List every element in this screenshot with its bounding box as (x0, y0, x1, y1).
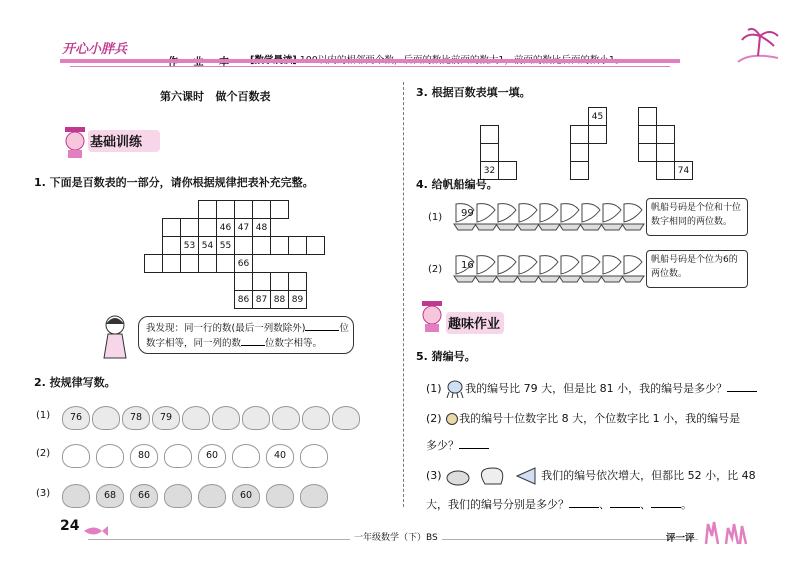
table-cell[interactable] (181, 219, 199, 237)
sequence-item[interactable] (164, 484, 192, 508)
sequence-item[interactable] (302, 406, 330, 430)
q3-grid-b (570, 107, 607, 180)
table-cell[interactable] (289, 273, 307, 291)
hundred-table (144, 200, 325, 309)
table-row (145, 219, 325, 237)
q5b-line2 (426, 437, 489, 453)
discovery-text4: 位数字相等。 (265, 338, 323, 349)
sailboat-icon[interactable] (620, 252, 646, 284)
lesson-title (160, 88, 271, 104)
answer-blank[interactable] (727, 391, 757, 392)
table-cell[interactable] (235, 237, 253, 255)
table-cell[interactable] (217, 255, 235, 273)
sequence-item[interactable] (242, 406, 270, 430)
column-divider (403, 82, 404, 507)
sequence-value: 80 (137, 450, 151, 461)
header-rule (60, 59, 680, 63)
sequence-item[interactable] (164, 444, 192, 468)
table-row (145, 237, 325, 255)
sequence-item[interactable] (130, 484, 158, 508)
sequence-item[interactable] (122, 406, 150, 430)
sequence-item[interactable] (300, 444, 328, 468)
sequence-item[interactable] (198, 444, 226, 468)
table-cell[interactable] (235, 201, 253, 219)
table-cell[interactable] (199, 255, 217, 273)
answer-blank[interactable] (459, 448, 489, 449)
discovery-line2 (146, 335, 322, 349)
shell-fish-icons (445, 466, 541, 486)
table-row (145, 273, 325, 291)
q5b-label: (2) (426, 412, 442, 425)
girl-icon (100, 314, 130, 360)
sequence-value: 60 (239, 490, 253, 501)
boat-hint-box: 帆船号码是个位和十位数字相同的两位数。 (646, 198, 748, 236)
sequence-value: 40 (273, 450, 287, 461)
table-cell[interactable]: 88 (271, 291, 289, 309)
q5a-line (426, 380, 757, 398)
q5b-line (426, 410, 740, 426)
table-cell[interactable] (163, 255, 181, 273)
sequence-item[interactable] (182, 406, 210, 430)
sequence-item[interactable] (232, 484, 260, 508)
q2-text: 2. 按规律写数。 (34, 376, 116, 389)
table-row (145, 255, 325, 273)
sequence-item[interactable] (212, 406, 240, 430)
discovery-text1: 我发现：同一行的数(最后一列数除外) (146, 323, 306, 334)
q3-text: 3. 根据百数表填一填。 (416, 86, 531, 99)
discovery-text3: 数字相等，同一列的数 (146, 338, 242, 349)
sequence-item[interactable] (198, 484, 226, 508)
table-cell[interactable] (253, 273, 271, 291)
table-cell[interactable]: 46 (217, 219, 235, 237)
table-cell[interactable] (181, 255, 199, 273)
table-cell[interactable] (289, 237, 307, 255)
sequence-item[interactable] (92, 406, 120, 430)
sequence-value: 60 (205, 450, 219, 461)
lesson-number: 第六课时 (160, 90, 204, 103)
section2-title: 趣味作业 (448, 317, 501, 332)
student-icon (418, 298, 446, 332)
q3-grid-c (638, 107, 693, 180)
lesson-name: 做个百数表 (215, 90, 271, 103)
table-cell[interactable] (199, 219, 217, 237)
sequence-value: 79 (159, 412, 173, 423)
boat-row-label: (1) (428, 212, 443, 223)
separator: 、 (599, 498, 610, 511)
sequence-item[interactable] (266, 444, 294, 468)
table-cell[interactable]: 55 (217, 237, 235, 255)
q1-text: 1. 下面是百数表的一部分，请你根据规律把表补充完整。 (34, 176, 314, 189)
table-cell[interactable] (253, 237, 271, 255)
separator: 、 (640, 498, 651, 511)
q4-text: 4. 给帆船编号。 (416, 178, 498, 191)
grid-cell-74: 74 (675, 162, 693, 180)
blank-answer[interactable] (241, 345, 265, 346)
table-cell[interactable]: 66 (235, 255, 253, 273)
table-cell[interactable] (217, 201, 235, 219)
sequence-item[interactable] (300, 484, 328, 508)
first-boat-number: 16 (461, 260, 474, 271)
sequence-value: 78 (129, 412, 143, 423)
page-number: 24 (60, 518, 80, 534)
sequence-value: 76 (69, 412, 83, 423)
discovery-text2: 位 (339, 323, 349, 334)
sequence-item[interactable] (96, 444, 124, 468)
boat-row-label: (2) (428, 264, 443, 275)
table-cell[interactable] (271, 273, 289, 291)
sequence-item[interactable] (62, 406, 90, 430)
table-cell[interactable]: 54 (199, 237, 217, 255)
row-label: (1) (36, 410, 51, 421)
student-icon (60, 124, 90, 158)
q3-grid-a (480, 125, 517, 180)
sequence-item[interactable] (272, 406, 300, 430)
grid-cell-32: 32 (481, 162, 499, 180)
sequence-item[interactable] (62, 444, 90, 468)
palm-tree-icon (728, 24, 788, 64)
logo-text: 开心小胖兵 (62, 42, 128, 57)
blank-answer[interactable] (305, 330, 339, 331)
q5a-text: 我的编号比 79 大，但是比 81 小，我的编号是多少？ (465, 382, 728, 395)
sequence-value: 68 (103, 490, 117, 501)
q5c-text2: 大，我们的编号分别是多少？ (426, 498, 569, 511)
sequence-item[interactable] (232, 444, 260, 468)
table-cell[interactable]: 48 (253, 219, 271, 237)
table-cell[interactable]: 87 (253, 291, 271, 309)
table-row (145, 291, 325, 309)
discovery-line1 (146, 320, 349, 334)
row-label: (3) (36, 488, 51, 499)
q5c-line2: 大，我们的编号分别是多少？ 、 、 。 (426, 498, 692, 511)
sequence-item[interactable] (332, 406, 360, 430)
table-cell[interactable] (271, 201, 289, 219)
fish-icon (82, 524, 108, 538)
table-cell[interactable]: 47 (235, 219, 253, 237)
sequence-item[interactable] (62, 484, 90, 508)
review-label: 评一评 (666, 533, 695, 544)
sequence-item[interactable] (130, 444, 158, 468)
q5c-label: (3) (426, 469, 442, 482)
sailboat-icon[interactable] (620, 200, 646, 232)
table-cell[interactable] (199, 201, 217, 219)
grid-cell-45: 45 (589, 108, 607, 126)
table-cell[interactable]: 86 (235, 291, 253, 309)
octopus-icon (445, 380, 465, 398)
table-cell[interactable] (163, 237, 181, 255)
table-cell[interactable] (235, 273, 253, 291)
pufferfish-icon (445, 412, 459, 426)
answer-blank[interactable] (569, 507, 599, 508)
table-cell[interactable]: 89 (289, 291, 307, 309)
row-label: (2) (36, 448, 51, 459)
answer-blank[interactable] (651, 507, 681, 508)
sequence-item[interactable] (96, 484, 124, 508)
section1-title: 基础训练 (90, 135, 143, 150)
table-cell[interactable] (253, 201, 271, 219)
table-cell[interactable] (271, 237, 289, 255)
first-boat-number: 99 (461, 208, 474, 219)
sequence-item[interactable] (266, 484, 294, 508)
header-rule-thin (70, 66, 670, 67)
q5b-text2: 多少？ (426, 439, 459, 452)
sequence-value: 66 (137, 490, 151, 501)
q5a-label: (1) (426, 382, 442, 395)
sequence-item[interactable] (152, 406, 180, 430)
seaweed-icon (700, 518, 750, 546)
table-cell[interactable] (145, 255, 163, 273)
table-cell[interactable] (307, 237, 325, 255)
table-row (145, 201, 325, 219)
q5c-line (426, 466, 756, 486)
book-title: 一年级数学（下）BS (350, 530, 442, 543)
answer-blank[interactable] (610, 507, 640, 508)
q5b-text: 我的编号十位数字比 8 大，个位数字比 1 小，我的编号是 (459, 412, 741, 425)
table-cell[interactable]: 53 (181, 237, 199, 255)
q5-text: 5. 猜编号。 (416, 350, 476, 363)
boat-hint-box: 帆船号码是个位为6的两位数。 (646, 250, 748, 288)
table-cell[interactable] (163, 219, 181, 237)
q5c-text: 我们的编号依次增大，但都比 52 小，比 48 (541, 469, 756, 482)
